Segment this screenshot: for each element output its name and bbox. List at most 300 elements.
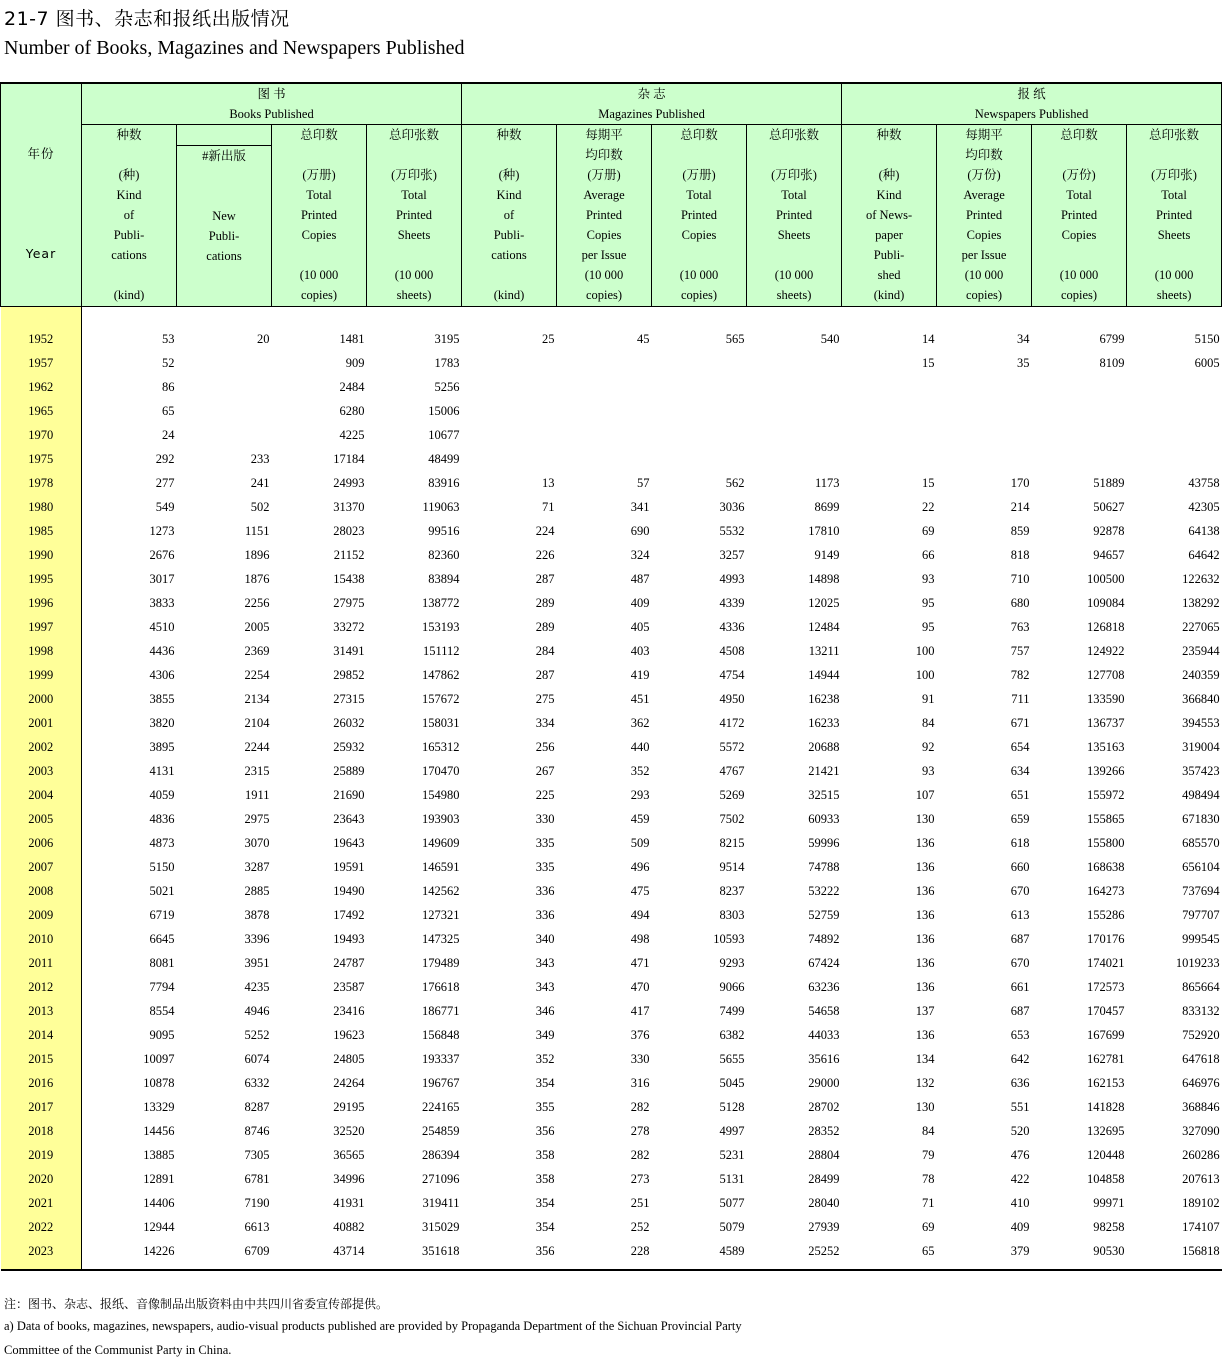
value-cell: 5045 bbox=[719, 1076, 745, 1090]
value-cell: 12484 bbox=[808, 620, 840, 634]
value-cell: 156848 bbox=[422, 1028, 460, 1042]
value-cell: 319411 bbox=[422, 1196, 460, 1210]
value-cell: 83916 bbox=[428, 476, 460, 490]
table-row bbox=[1, 927, 1222, 951]
value-cell: 5256 bbox=[434, 380, 460, 394]
books-new-spacer bbox=[177, 125, 272, 146]
value-cell: 5079 bbox=[719, 1220, 745, 1234]
value-cell: 228 bbox=[557, 1239, 652, 1270]
value-cell: 1019233 bbox=[1175, 956, 1220, 970]
table-row bbox=[1, 1191, 1222, 1215]
magazines-copies-header: 总印数 (万册) Total Printed Copies (10 000 copies) bbox=[652, 125, 747, 307]
value-cell: 12891 bbox=[143, 1172, 175, 1186]
value-cell: 653 bbox=[1010, 1028, 1030, 1042]
note-en-line1: a) Data of books, magazines, newspapers, audio-visual products published are provided by Propaganda Department of the Sichuan Provincial Party bbox=[4, 1319, 742, 1333]
value-cell: 138292 bbox=[1182, 596, 1220, 610]
year-cell: 2018 bbox=[1, 1119, 82, 1143]
year-cell: 1997 bbox=[1, 615, 82, 639]
value-cell: 26032 bbox=[333, 716, 365, 730]
value-cell: 4059 bbox=[149, 788, 175, 802]
value-cell: 25889 bbox=[333, 764, 365, 778]
value-cell: 19493 bbox=[333, 932, 365, 946]
value-cell bbox=[652, 423, 747, 447]
value-cell: 214 bbox=[1010, 500, 1030, 514]
value-cell: 634 bbox=[1010, 764, 1030, 778]
year-cell: 2021 bbox=[1, 1191, 82, 1215]
table-row bbox=[1, 495, 1222, 519]
value-cell: 2885 bbox=[244, 884, 270, 898]
value-cell: 142562 bbox=[422, 884, 460, 898]
value-cell: 496 bbox=[630, 860, 650, 874]
value-cell: 29195 bbox=[333, 1100, 365, 1114]
value-cell: 170457 bbox=[1087, 1004, 1125, 1018]
year-cell: 2002 bbox=[1, 735, 82, 759]
value-cell: 3070 bbox=[244, 836, 270, 850]
value-cell: 100 bbox=[915, 644, 935, 658]
value-cell: 17492 bbox=[333, 908, 365, 922]
value-cell: 833132 bbox=[1182, 1004, 1220, 1018]
newspapers-group-header: 报 纸 Newspapers Published bbox=[842, 83, 1222, 125]
value-cell: 91 bbox=[922, 692, 935, 706]
value-cell: 31370 bbox=[333, 500, 365, 514]
value-cell: 127321 bbox=[422, 908, 460, 922]
year-cell: 2020 bbox=[1, 1167, 82, 1191]
value-cell: 21152 bbox=[333, 548, 365, 562]
value-cell: 136 bbox=[915, 1028, 935, 1042]
value-cell: 8287 bbox=[244, 1100, 270, 1114]
value-cell: 289 bbox=[535, 596, 555, 610]
value-cell: 4589 bbox=[652, 1239, 747, 1270]
table-row bbox=[1, 543, 1222, 567]
value-cell: 52 bbox=[162, 356, 175, 370]
value-cell: 6332 bbox=[244, 1076, 270, 1090]
value-cell: 3833 bbox=[149, 596, 175, 610]
value-cell: 4946 bbox=[244, 1004, 270, 1018]
value-cell: 16238 bbox=[808, 692, 840, 706]
value-cell: 14944 bbox=[808, 668, 840, 682]
value-cell: 549 bbox=[155, 500, 175, 514]
value-cell: 551 bbox=[1010, 1100, 1030, 1114]
value-cell: 15 bbox=[922, 356, 935, 370]
value-cell: 343 bbox=[535, 956, 555, 970]
table-row bbox=[1, 1023, 1222, 1047]
value-cell: 20 bbox=[257, 332, 270, 346]
value-cell: 50627 bbox=[1093, 500, 1125, 514]
value-cell: 565 bbox=[725, 332, 745, 346]
year-cell: 2017 bbox=[1, 1095, 82, 1119]
value-cell: 1783 bbox=[434, 356, 460, 370]
value-cell: 53222 bbox=[808, 884, 840, 898]
value-cell: 6799 bbox=[1099, 332, 1125, 346]
value-cell: 83894 bbox=[428, 572, 460, 586]
value-cell: 15006 bbox=[428, 404, 460, 418]
table-row bbox=[1, 999, 1222, 1023]
value-cell: 15 bbox=[922, 476, 935, 490]
year-cell: 2007 bbox=[1, 855, 82, 879]
value-cell: 9293 bbox=[719, 956, 745, 970]
table-row bbox=[1, 471, 1222, 495]
value-cell bbox=[842, 423, 937, 447]
table-row bbox=[1, 327, 1222, 351]
value-cell: 43758 bbox=[1188, 476, 1220, 490]
value-cell bbox=[937, 423, 1032, 447]
statistics-table-container bbox=[0, 82, 1222, 1271]
year-cell: 2010 bbox=[1, 927, 82, 951]
publishing-statistics-table bbox=[0, 82, 1222, 1271]
value-cell: 172573 bbox=[1087, 980, 1125, 994]
value-cell: 23587 bbox=[333, 980, 365, 994]
value-cell: 164273 bbox=[1087, 884, 1125, 898]
value-cell: 27975 bbox=[333, 596, 365, 610]
value-cell: 356 bbox=[462, 1239, 557, 1270]
value-cell: 2369 bbox=[244, 644, 270, 658]
table-row bbox=[1, 735, 1222, 759]
value-cell: 126818 bbox=[1087, 620, 1125, 634]
value-cell: 797707 bbox=[1182, 908, 1220, 922]
table-row bbox=[1, 567, 1222, 591]
value-cell: 155972 bbox=[1087, 788, 1125, 802]
value-cell: 2676 bbox=[149, 548, 175, 562]
year-cell: 2023 bbox=[1, 1239, 82, 1270]
value-cell: 1896 bbox=[244, 548, 270, 562]
value-cell: 3017 bbox=[149, 572, 175, 586]
value-cell: 12025 bbox=[808, 596, 840, 610]
value-cell: 14 bbox=[922, 332, 935, 346]
value-cell: 92 bbox=[922, 740, 935, 754]
value-cell: 818 bbox=[1010, 548, 1030, 562]
value-cell: 155865 bbox=[1087, 812, 1125, 826]
value-cell: 409 bbox=[630, 596, 650, 610]
value-cell: 22 bbox=[922, 500, 935, 514]
value-cell: 1173 bbox=[815, 476, 840, 490]
value-cell bbox=[177, 351, 272, 375]
year-cell: 2000 bbox=[1, 687, 82, 711]
value-cell bbox=[462, 351, 557, 375]
value-cell: 4993 bbox=[719, 572, 745, 586]
year-cell: 2016 bbox=[1, 1071, 82, 1095]
value-cell: 859 bbox=[1010, 524, 1030, 538]
value-cell: 520 bbox=[1010, 1124, 1030, 1138]
value-cell: 9514 bbox=[719, 860, 745, 874]
value-cell: 319004 bbox=[1182, 740, 1220, 754]
table-title-en: Number of Books, Magazines and Newspapers Published bbox=[4, 37, 465, 59]
value-cell: 1151 bbox=[244, 524, 270, 538]
value-cell: 286394 bbox=[422, 1148, 460, 1162]
value-cell: 4131 bbox=[149, 764, 175, 778]
value-cell: 7190 bbox=[244, 1196, 270, 1210]
books-new-header: #新出版 New Publi- cations bbox=[177, 146, 272, 307]
value-cell: 27939 bbox=[808, 1220, 840, 1234]
year-cell: 2009 bbox=[1, 903, 82, 927]
value-cell: 651 bbox=[1010, 788, 1030, 802]
value-cell: 67424 bbox=[808, 956, 840, 970]
value-cell: 99971 bbox=[1093, 1196, 1125, 1210]
value-cell: 28804 bbox=[808, 1148, 840, 1162]
value-cell: 13885 bbox=[143, 1148, 175, 1162]
value-cell: 82360 bbox=[428, 548, 460, 562]
value-cell bbox=[1127, 375, 1222, 399]
value-cell bbox=[1127, 423, 1222, 447]
value-cell: 271096 bbox=[422, 1172, 460, 1186]
value-cell: 84 bbox=[922, 716, 935, 730]
value-cell: 782 bbox=[1010, 668, 1030, 682]
value-cell: 292 bbox=[155, 452, 175, 466]
value-cell: 1481 bbox=[339, 332, 365, 346]
value-cell: 21690 bbox=[333, 788, 365, 802]
value-cell: 252 bbox=[630, 1220, 650, 1234]
value-cell: 498 bbox=[630, 932, 650, 946]
value-cell: 134 bbox=[915, 1052, 935, 1066]
value-cell: 3195 bbox=[434, 332, 460, 346]
value-cell: 642 bbox=[1010, 1052, 1030, 1066]
value-cell: 66 bbox=[922, 548, 935, 562]
value-cell: 170470 bbox=[422, 764, 460, 778]
value-cell: 710 bbox=[1010, 572, 1030, 586]
value-cell: 21421 bbox=[808, 764, 840, 778]
value-cell: 136 bbox=[915, 860, 935, 874]
value-cell: 6005 bbox=[1194, 356, 1220, 370]
value-cell bbox=[177, 423, 272, 447]
year-cell: 1985 bbox=[1, 519, 82, 543]
value-cell: 5269 bbox=[719, 788, 745, 802]
value-cell: 127708 bbox=[1087, 668, 1125, 682]
value-cell: 162153 bbox=[1087, 1076, 1125, 1090]
table-row bbox=[1, 1095, 1222, 1119]
value-cell: 52759 bbox=[808, 908, 840, 922]
value-cell bbox=[462, 399, 557, 423]
value-cell: 4950 bbox=[719, 692, 745, 706]
value-cell: 28702 bbox=[808, 1100, 840, 1114]
value-cell: 25932 bbox=[333, 740, 365, 754]
table-row bbox=[1, 1215, 1222, 1239]
value-cell bbox=[842, 447, 937, 471]
value-cell: 54658 bbox=[808, 1004, 840, 1018]
value-cell: 98258 bbox=[1093, 1220, 1125, 1234]
value-cell: 757 bbox=[1010, 644, 1030, 658]
value-cell: 132695 bbox=[1087, 1124, 1125, 1138]
value-cell: 487 bbox=[630, 572, 650, 586]
value-cell: 358 bbox=[535, 1148, 555, 1162]
note-en-line2: Committee of the Communist Party in China. bbox=[4, 1343, 232, 1357]
value-cell: 35 bbox=[1017, 356, 1030, 370]
value-cell: 136737 bbox=[1087, 716, 1125, 730]
value-cell: 4436 bbox=[149, 644, 175, 658]
value-cell: 19643 bbox=[333, 836, 365, 850]
value-cell: 29000 bbox=[808, 1076, 840, 1090]
value-cell: 8303 bbox=[719, 908, 745, 922]
value-cell: 4172 bbox=[719, 716, 745, 730]
table-row bbox=[1, 519, 1222, 543]
value-cell: 2244 bbox=[244, 740, 270, 754]
value-cell: 122632 bbox=[1182, 572, 1220, 586]
table-row bbox=[1, 399, 1222, 423]
value-cell: 28040 bbox=[808, 1196, 840, 1210]
year-cell: 1978 bbox=[1, 471, 82, 495]
value-cell: 422 bbox=[1010, 1172, 1030, 1186]
value-cell bbox=[842, 399, 937, 423]
table-row bbox=[1, 375, 1222, 399]
value-cell: 5128 bbox=[719, 1100, 745, 1114]
value-cell: 6280 bbox=[339, 404, 365, 418]
value-cell: 157672 bbox=[422, 692, 460, 706]
value-cell: 130 bbox=[915, 812, 935, 826]
value-cell: 8215 bbox=[719, 836, 745, 850]
value-cell: 138772 bbox=[422, 596, 460, 610]
value-cell: 69 bbox=[922, 1220, 935, 1234]
value-cell: 354 bbox=[535, 1220, 555, 1234]
value-cell: 6074 bbox=[244, 1052, 270, 1066]
table-row bbox=[1, 1143, 1222, 1167]
newspapers-kinds-header: 种数 (种) Kind of News- paper Publi- shed (kind) bbox=[842, 125, 937, 307]
value-cell: 275 bbox=[535, 692, 555, 706]
table-row bbox=[1, 855, 1222, 879]
value-cell: 193903 bbox=[422, 812, 460, 826]
value-cell: 14406 bbox=[143, 1196, 175, 1210]
value-cell: 109084 bbox=[1087, 596, 1125, 610]
value-cell: 44033 bbox=[808, 1028, 840, 1042]
value-cell: 273 bbox=[630, 1172, 650, 1186]
value-cell bbox=[1032, 423, 1127, 447]
value-cell: 8554 bbox=[149, 1004, 175, 1018]
value-cell: 284 bbox=[535, 644, 555, 658]
value-cell: 2005 bbox=[244, 620, 270, 634]
value-cell bbox=[652, 399, 747, 423]
year-cell: 2004 bbox=[1, 783, 82, 807]
value-cell: 23643 bbox=[333, 812, 365, 826]
value-cell: 315029 bbox=[422, 1220, 460, 1234]
value-cell bbox=[462, 423, 557, 447]
value-cell: 20688 bbox=[808, 740, 840, 754]
value-cell bbox=[462, 447, 557, 471]
value-cell: 254859 bbox=[422, 1124, 460, 1138]
value-cell: 133590 bbox=[1087, 692, 1125, 706]
value-cell: 509 bbox=[630, 836, 650, 850]
year-cell: 2008 bbox=[1, 879, 82, 903]
value-cell: 193337 bbox=[422, 1052, 460, 1066]
value-cell: 24787 bbox=[333, 956, 365, 970]
value-cell: 334 bbox=[535, 716, 555, 730]
year-cell: 1996 bbox=[1, 591, 82, 615]
value-cell: 207613 bbox=[1182, 1172, 1220, 1186]
value-cell: 170176 bbox=[1087, 932, 1125, 946]
value-cell: 403 bbox=[630, 644, 650, 658]
year-cell: 1995 bbox=[1, 567, 82, 591]
value-cell: 174021 bbox=[1087, 956, 1125, 970]
value-cell: 4754 bbox=[719, 668, 745, 682]
year-header: 年份 Year bbox=[1, 83, 82, 307]
value-cell: 671830 bbox=[1182, 812, 1220, 826]
value-cell: 99516 bbox=[428, 524, 460, 538]
value-cell: 8237 bbox=[719, 884, 745, 898]
value-cell: 92878 bbox=[1093, 524, 1125, 538]
value-cell bbox=[557, 375, 652, 399]
value-cell: 267 bbox=[535, 764, 555, 778]
year-cell: 2006 bbox=[1, 831, 82, 855]
value-cell: 174107 bbox=[1182, 1220, 1220, 1234]
year-cell: 1990 bbox=[1, 543, 82, 567]
value-cell: 15438 bbox=[333, 572, 365, 586]
value-cell: 10593 bbox=[713, 932, 745, 946]
value-cell: 687 bbox=[1010, 1004, 1030, 1018]
value-cell: 226 bbox=[535, 548, 555, 562]
value-cell: 136 bbox=[915, 836, 935, 850]
value-cell: 654 bbox=[1010, 740, 1030, 754]
value-cell bbox=[1032, 447, 1127, 471]
value-cell bbox=[557, 351, 652, 375]
value-cell: 153193 bbox=[422, 620, 460, 634]
table-row bbox=[1, 639, 1222, 663]
value-cell: 149609 bbox=[422, 836, 460, 850]
value-cell: 225 bbox=[535, 788, 555, 802]
value-cell: 5021 bbox=[149, 884, 175, 898]
value-cell: 41931 bbox=[333, 1196, 365, 1210]
magazines-kinds-header: 种数 (种) Kind of Publi- cations (kind) bbox=[462, 125, 557, 307]
value-cell: 19490 bbox=[333, 884, 365, 898]
value-cell: 330 bbox=[630, 1052, 650, 1066]
value-cell: 685570 bbox=[1182, 836, 1220, 850]
table-row bbox=[1, 1047, 1222, 1071]
value-cell: 51889 bbox=[1093, 476, 1125, 490]
value-cell bbox=[462, 375, 557, 399]
value-cell: 368846 bbox=[1182, 1100, 1220, 1114]
value-cell: 282 bbox=[630, 1100, 650, 1114]
value-cell: 1273 bbox=[149, 524, 175, 538]
year-cell: 1962 bbox=[1, 375, 82, 399]
value-cell: 12944 bbox=[143, 1220, 175, 1234]
value-cell: 9149 bbox=[814, 548, 840, 562]
value-cell: 5532 bbox=[719, 524, 745, 538]
value-cell: 10878 bbox=[143, 1076, 175, 1090]
value-cell: 48499 bbox=[428, 452, 460, 466]
value-cell: 107 bbox=[915, 788, 935, 802]
year-cell: 2001 bbox=[1, 711, 82, 735]
value-cell bbox=[652, 375, 747, 399]
value-cell: 3820 bbox=[149, 716, 175, 730]
value-cell: 287 bbox=[535, 572, 555, 586]
year-cell: 1965 bbox=[1, 399, 82, 423]
value-cell: 24 bbox=[162, 428, 175, 442]
table-row bbox=[1, 711, 1222, 735]
value-cell: 241 bbox=[250, 476, 270, 490]
value-cell: 471 bbox=[630, 956, 650, 970]
value-cell: 256 bbox=[535, 740, 555, 754]
year-cell: 2005 bbox=[1, 807, 82, 831]
value-cell: 135163 bbox=[1087, 740, 1125, 754]
value-cell: 2134 bbox=[244, 692, 270, 706]
year-cell: 1998 bbox=[1, 639, 82, 663]
value-cell: 9066 bbox=[719, 980, 745, 994]
table-body bbox=[1, 307, 1222, 1271]
value-cell: 32520 bbox=[333, 1124, 365, 1138]
value-cell: 3951 bbox=[244, 956, 270, 970]
value-cell: 196767 bbox=[422, 1076, 460, 1090]
value-cell: 13329 bbox=[143, 1100, 175, 1114]
table-title-cn: 21-7 图书、杂志和报纸出版情况 bbox=[4, 8, 290, 30]
value-cell: 355 bbox=[535, 1100, 555, 1114]
value-cell bbox=[747, 423, 842, 447]
value-cell: 29852 bbox=[333, 668, 365, 682]
year-cell: 2015 bbox=[1, 1047, 82, 1071]
value-cell: 27315 bbox=[333, 692, 365, 706]
value-cell: 240359 bbox=[1182, 668, 1220, 682]
value-cell: 352 bbox=[630, 764, 650, 778]
value-cell: 136 bbox=[915, 932, 935, 946]
value-cell: 2484 bbox=[339, 380, 365, 394]
table-row bbox=[1, 1071, 1222, 1095]
value-cell: 7499 bbox=[719, 1004, 745, 1018]
value-cell bbox=[652, 351, 747, 375]
value-cell: 540 bbox=[820, 332, 840, 346]
